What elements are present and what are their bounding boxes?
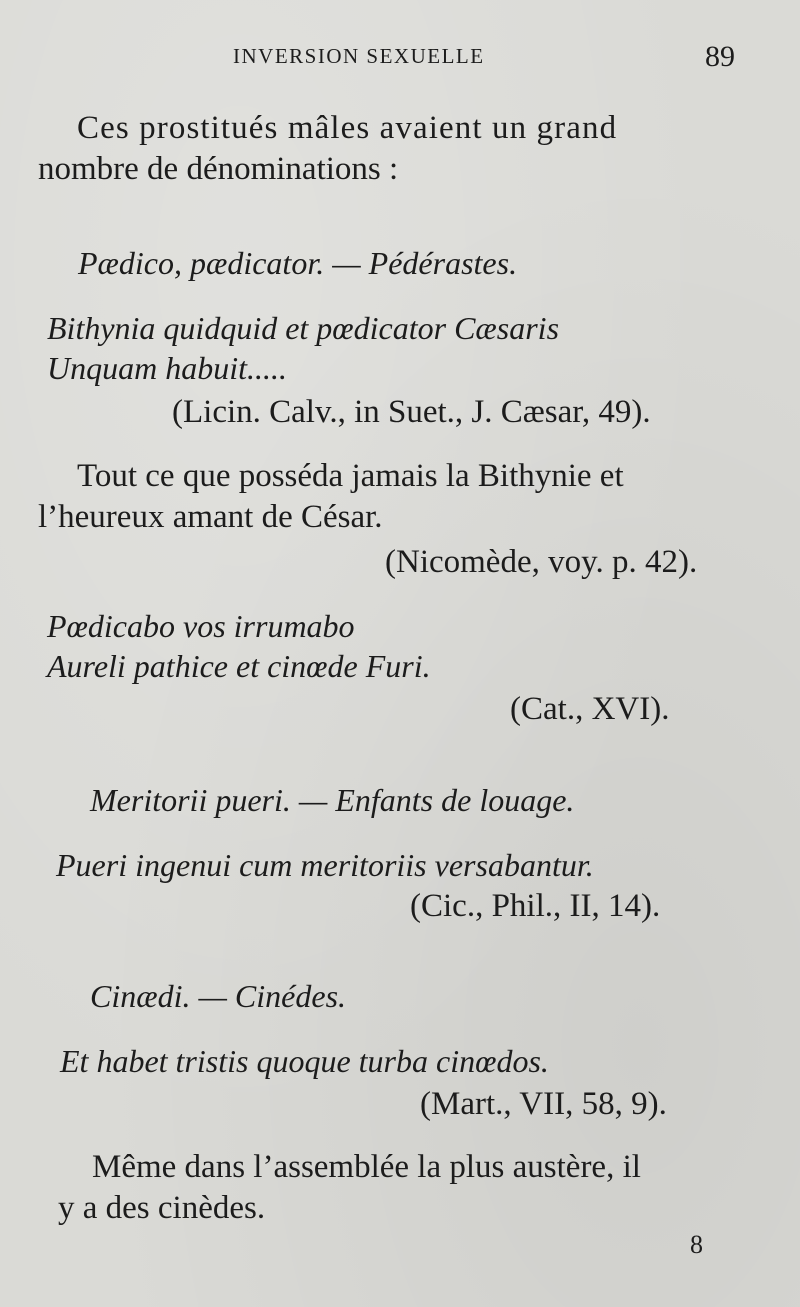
citation-licinius: (Licin. Calv., in Suet., J. Cæsar, 49).: [172, 394, 651, 430]
quote-bithynia-line-1: Bithynia quidquid et pœdicator Cæsaris: [47, 310, 560, 346]
quote-bithynia-line-2: Unquam habuit.....: [47, 350, 287, 386]
citation-nicomede: (Nicomède, voy. p. 42).: [385, 544, 698, 580]
translation-line-2: l’heureux amant de César.: [38, 499, 383, 535]
intro-line-2: nombre de dénominations :: [38, 151, 399, 187]
term-cinaedi: Cinædi. — Cinédes.: [90, 978, 347, 1014]
quote-martial: Et habet tristis quoque turba cinœdos.: [60, 1043, 549, 1079]
closing-line-1: Même dans l’assemblée la plus austère, il: [92, 1149, 641, 1185]
citation-martial: (Mart., VII, 58, 9).: [420, 1086, 667, 1122]
citation-cicero: (Cic., Phil., II, 14).: [410, 888, 661, 924]
quote-catullus-line-1: Pœdicabo vos irrumabo: [47, 608, 355, 644]
translation-line-1: Tout ce que posséda jamais la Bithynie et: [77, 458, 624, 494]
term-meritorii: Meritorii pueri. — Enfants de louage.: [90, 782, 575, 818]
intro-line-1: Ces prostitués mâles avaient un grand: [77, 110, 618, 146]
citation-catullus: (Cat., XVI).: [510, 691, 670, 727]
closing-line-2: y a des cinèdes.: [58, 1190, 266, 1226]
quote-catullus-line-2: Aureli pathice et cinœde Furi.: [47, 648, 431, 684]
page-number: 89: [705, 40, 735, 73]
term-paedico: Pædico, pædicator. — Pédérastes.: [78, 245, 518, 281]
running-title: INVERSION SEXUELLE: [233, 44, 485, 68]
quote-cicero: Pueri ingenui cum meritoriis versabantur.: [56, 847, 594, 883]
signature-mark: 8: [690, 1230, 703, 1259]
